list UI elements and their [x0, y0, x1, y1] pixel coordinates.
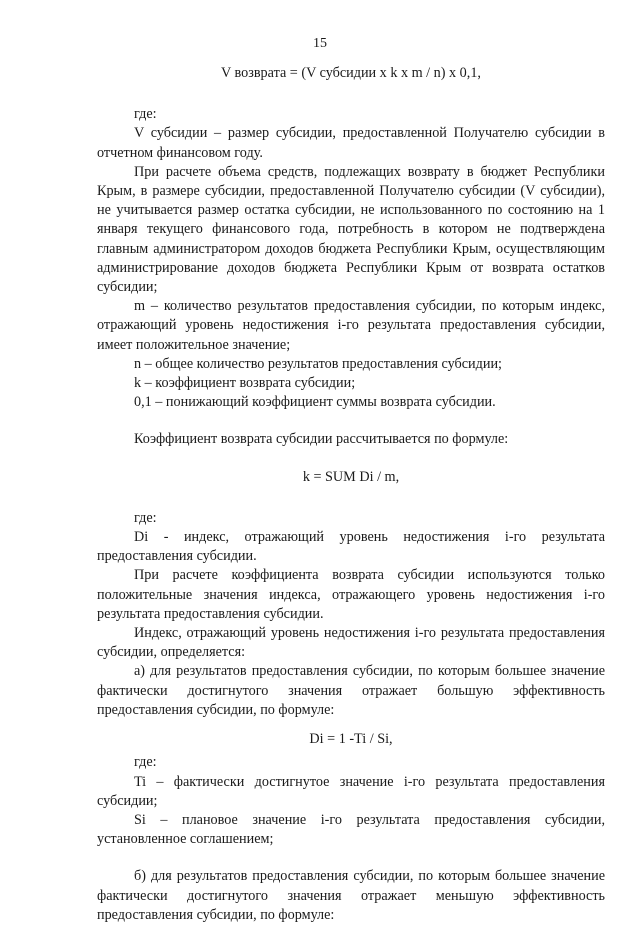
paragraph: k – коэффициент возврата субсидии;	[134, 375, 356, 392]
formula-di: Di = 1 -Ti / Si,	[309, 731, 393, 748]
k-intro: Коэффициент возврата субсидии рассчитывается по формуле:	[134, 431, 509, 448]
paragraph: Индекс, отражающий уровень недостижения i-го результата предоставления субсидии, определяется:	[97, 625, 605, 661]
where-label: где:	[134, 509, 157, 526]
paragraph: При расчете коэффициента возврата субсидии используются только положительные значения индекса, отражающего уровень недостижения i-го результата предоставления субсидии.	[97, 567, 605, 622]
paragraph: а) для результатов предоставления субсидии, по которым большее значение фактически достигнутого значения отражает большую эффективность предоставления субсидии, по формуле:	[97, 663, 605, 718]
formula-k: k = SUM Di / m,	[302, 468, 400, 485]
paragraph: Di - индекс, отражающий уровень недостижения i-го результата предоставления субсидии.	[97, 529, 605, 565]
item-b: б) для результатов предоставления субсидии, по которым большее значение фактически достигнутого значения отражает меньшую эффективность предоставления субсидии, по формуле:	[97, 868, 605, 923]
paragraph: 0,1 – понижающий коэффициент суммы возврата субсидии.	[134, 394, 496, 411]
paragraph: Ti – фактически достигнутое значение i-го результата предоставления субсидии;	[97, 773, 605, 809]
where-label: где:	[134, 754, 157, 771]
document-body	[97, 64, 605, 925]
paragraph: V субсидии – размер субсидии, предоставленной Получателю субсидии в отчетном финансовом году.	[97, 125, 605, 161]
paragraph: n – общее количество результатов предоставления субсидии;	[134, 355, 502, 372]
paragraph: При расчете объема средств, подлежащих возврату в бюджет Республики Крым, в размере субсидии, предоставленной Получателю субсидии (V субсидии), не учитывается размер остатка субсидии, не использованного по состоянию на 1 января текущего финансового года, потребность в котором не подтверждена главным администратором доходов бюджета Республики Крым, осуществляющим администрирование доходов бюджета Республики Крым от возврата остатков субсидии;	[97, 163, 605, 296]
where-label: где:	[134, 106, 157, 123]
paragraph: m – количество результатов предоставления субсидии, по которым индекс, отражающий уровень недостижения i-го результата предоставления субсидии, имеет положительное значение;	[97, 298, 605, 353]
paragraph: Si – плановое значение i-го результата предоставления субсидии, установленное соглашением;	[97, 811, 605, 848]
formula-v-return: V возврата = (V субсидии x k x m / n) x 0,1,	[221, 65, 481, 81]
page-number: 15	[313, 36, 327, 51]
